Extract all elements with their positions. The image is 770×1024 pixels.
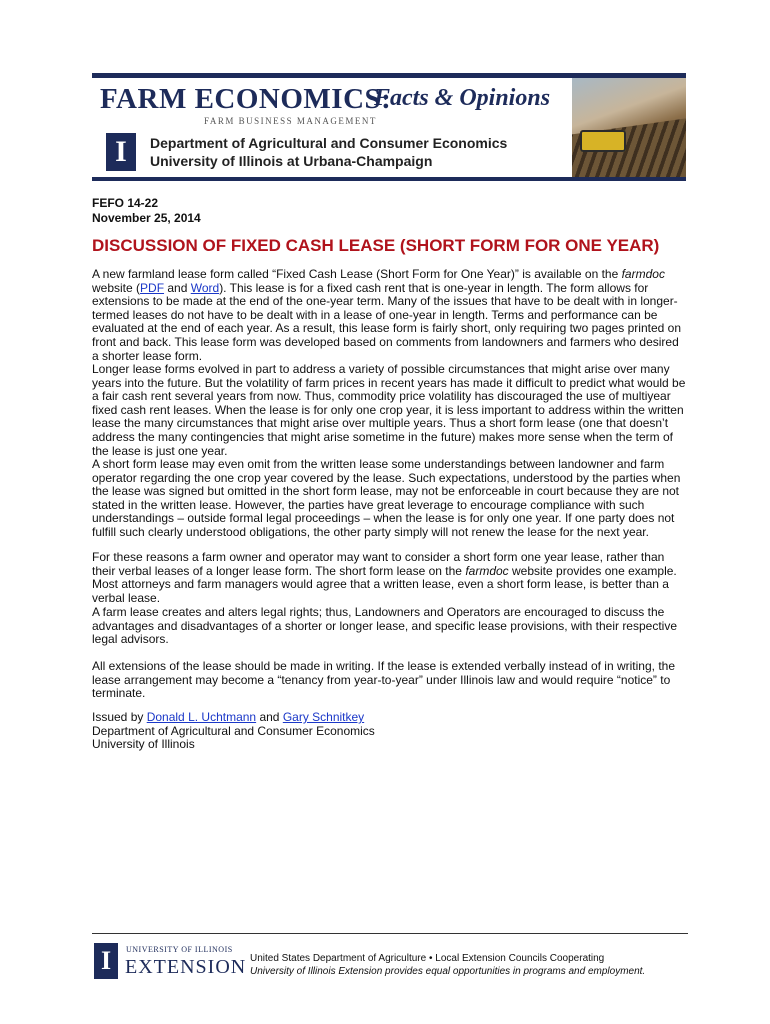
combine-harvest-photo <box>572 78 686 177</box>
issued-by-and: and <box>256 710 283 724</box>
issuing-university: University of Illinois <box>92 737 195 752</box>
masthead-subtitle: FARM BUSINESS MANAGEMENT <box>204 116 377 126</box>
document-title: DISCUSSION OF FIXED CASH LEASE (SHORT FORM FOR ONE YEAR) <box>92 236 660 255</box>
word-link[interactable]: Word <box>190 280 220 295</box>
masthead-tagline: Facts & Opinions <box>374 85 551 111</box>
footer-usda-line: United States Department of Agriculture • Local Extension Councils Cooperating <box>250 953 605 964</box>
paragraph-intro-text-c: ). This lease is for a fixed cash rent that is one-year in length. The form allows for extensions to be made at the end of the one-year term. Many of the issues that have to be dealt with in longer-termed leases do not have to be dealt with in a lease of one-year in length. Terms and performance can be evaluated at the end of each year. As a result, this lease form is fairly short, only requiring two pages printed on front and back. This lease form was developed based on comments from landowners and farmers who desired a shorter lease form. <box>92 280 681 363</box>
footer-text <box>250 952 645 978</box>
issue-date: November 25, 2014 <box>92 211 201 225</box>
illinois-extension-logo <box>92 943 247 983</box>
masthead <box>92 73 686 181</box>
paragraph-short-form-omissions: A short form lease may even omit from the written lease some understandings between landowner and farm operator regarding the one crop year covered by the lease. Such expectations, understood by the parties when the lease was signed but omitted in the short form lease, may not be enforceable in court because they are not stated in the written lease. However, the parties have great leverage to encourage compliance with such understandings – outside formal legal proceedings – when the lease is for only one year. If one party does not fulfill such clearly understood obligations, the other party simply will not renew the lease for the next year. <box>92 457 681 539</box>
author-uchtmann-link[interactable]: Donald L. Uchtmann <box>146 710 257 724</box>
footer-divider <box>92 933 688 934</box>
extension-i-logo-icon: I <box>94 943 118 979</box>
combine-graphic <box>580 130 626 152</box>
issued-by-prefix: Issued by <box>92 710 147 724</box>
farmdoc-site-name: farmdoc <box>621 267 665 281</box>
illinois-i-logo-icon: I <box>106 133 136 171</box>
issued-by-block <box>92 711 375 752</box>
paragraph-intro-text-b: website ( <box>92 280 141 295</box>
paragraph-legal-rights: A farm lease creates and alters legal rights; thus, Landowners and Operators are encouraged to discuss the advantages and disadvantages of a shorter or longer lease, and specific lease provisions, with their respective legal advisors. <box>92 605 678 647</box>
issuing-department: Department of Agricultural and Consumer Economics <box>92 723 375 738</box>
paragraph-intro-and: and <box>164 280 191 295</box>
paragraph-recommendation <box>92 551 688 605</box>
issue-number: FEFO 14-22 <box>92 196 159 210</box>
pdf-link[interactable]: PDF <box>140 280 165 295</box>
farmdoc-site-name: farmdoc <box>465 563 509 578</box>
issue-meta <box>92 196 201 226</box>
masthead-bottom-rule <box>92 177 686 181</box>
footer-equal-opportunity-line: University of Illinois Extension provides equal opportunities in programs and employment. <box>250 966 646 977</box>
paragraph-intro-text-a: A new farmland lease form called “Fixed Cash Lease (Short Form for One Year)” is available on the <box>92 267 622 281</box>
paragraph-intro <box>92 268 688 363</box>
paragraph-extensions: All extensions of the lease should be made in writing. If the lease is extended verbally instead of in writing, the lease arrangement may become a “tenancy from year-to-year” under Illinois law and would require “notice” to terminate. <box>92 659 676 701</box>
paragraph-recommendation-text-b: website provides one example. Most attorneys and farm managers would agree that a written lease, even a short form lease, is better than a verbal lease. <box>92 563 677 605</box>
issued-by-line <box>92 711 375 725</box>
university-name: University of Illinois at Urbana-Champaign <box>150 153 433 169</box>
department-name: Department of Agricultural and Consumer Economics <box>150 135 508 151</box>
paragraph-recommendation-text-a: For these reasons a farm owner and operator may want to consider a short form one year lease, rather than their verbal leases of a longer lease form. The short form lease on the <box>92 550 665 578</box>
author-schnitkey-link[interactable]: Gary Schnitkey <box>282 710 365 724</box>
extension-logo-wordmark: EXTENSION <box>125 956 247 978</box>
paragraph-longer-leases: Longer lease forms evolved in part to address a variety of possible circumstances that might arise over many years into the future. But the volatility of farm prices in recent years has made it difficult to predict what would be a fair cash rent several years from now. Thus, commodity price volatility has discouraged the use of multiyear fixed cash rent leases. When the lease is for only one crop year, it is less important to address within the written lease the many circumstances that might arise over multiple years. Thus a short form lease (one that doesn’t address the many contingencies that might arise sometime in the future) makes more sense when the term of the lease is just one year. <box>92 362 686 458</box>
masthead-title: FARM ECONOMICS: <box>100 83 392 115</box>
extension-logo-university: UNIVERSITY OF ILLINOIS <box>126 945 233 954</box>
